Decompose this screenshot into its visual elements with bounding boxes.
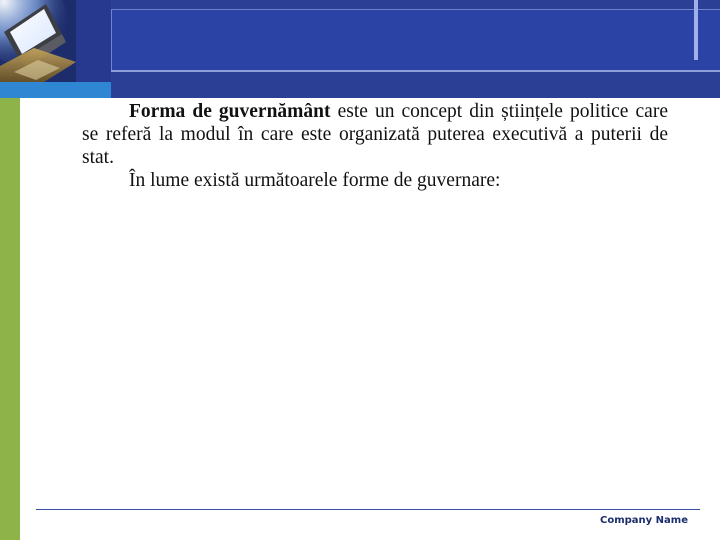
definition-paragraph	[82, 100, 668, 169]
logo-accent-strip	[0, 82, 111, 98]
content-body	[82, 100, 668, 192]
definition-text: este un concept din științele politice care se referă la modul în care este organizată puterea executivă a puterii de stat.	[82, 101, 668, 168]
header-lower-band	[111, 72, 720, 98]
logo-box	[0, 0, 76, 82]
header-accent-bar	[694, 0, 698, 60]
left-green-bar	[0, 98, 20, 540]
forms-intro-paragraph: În lume există următoarele forme de guvernare:	[129, 170, 501, 191]
logo-side-panel	[76, 0, 111, 82]
header-panel	[111, 9, 720, 71]
computer-monitor-icon	[0, 0, 76, 82]
company-name: Company Name	[600, 515, 688, 526]
footer-divider	[36, 509, 700, 510]
definition-term: Forma de guvernământ	[129, 101, 331, 122]
